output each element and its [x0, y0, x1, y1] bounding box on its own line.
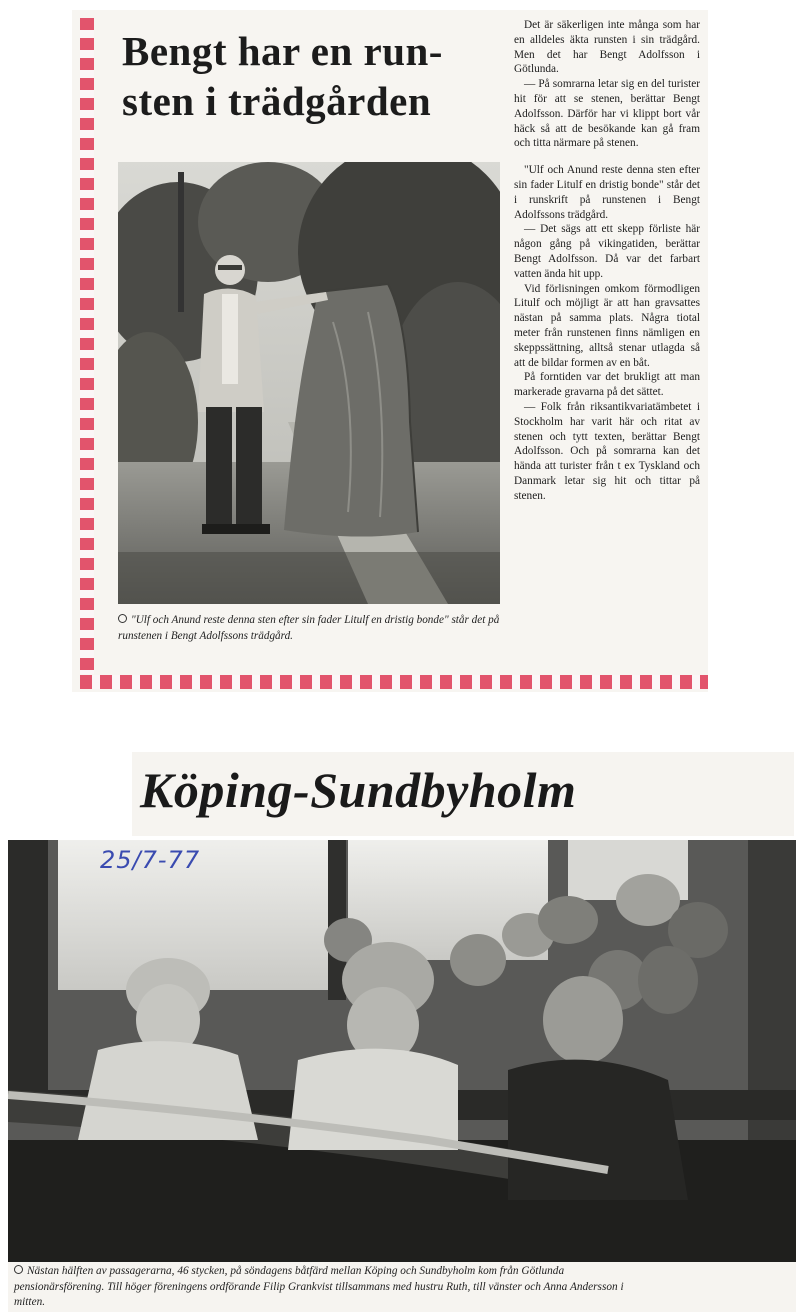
caption-bullet-icon — [118, 614, 127, 623]
headline-line-2: sten i trädgården — [122, 78, 432, 124]
boat-passengers-photo — [8, 840, 796, 1262]
headline-line-1: Bengt har en run- — [122, 28, 443, 74]
article-paragraph: — På somrarna letar sig en del turister hit för att se stenen, berättar Bengt Adolfsson. Därför har vi klippt bort vår häck så att de besökande kan gå fram och titta närmare på stenen. — [514, 78, 700, 150]
decorative-border-left — [80, 18, 94, 674]
article-body-runestone — [514, 18, 700, 504]
article-paragraph: "Ulf och Anund reste denna sten efter sin fader Litulf en dristig bonde" står det i runskrift på runstenen i Bengt Adolfssons trädgård. — [514, 164, 700, 221]
caption-text: "Ulf och Anund reste denna sten efter sin fader Litulf en dristig bonde" står det på runstenen i Bengt Adolfssons trädgård. — [118, 614, 500, 642]
article-paragraph: — Det sägs att ett skepp förliste här någon gång på vikingatiden, berättar Bengt Adolfsson. Då var det farbart vatten ända hit upp. — [514, 223, 700, 280]
handwritten-date: 25/7-77 — [100, 846, 201, 874]
boat-trip-title: Köping-Sundbyholm — [140, 762, 577, 818]
runestone-photo — [118, 162, 500, 604]
article-paragraph: På forntiden var det brukligt att man markerade gravarna på det sättet. — [514, 371, 700, 399]
article-paragraph: Det är säkerligen inte många som har en alldeles äkta runsten i sin trädgård. Men det har Bengt Adolfsson i Götlunda. — [514, 19, 700, 76]
decorative-border-bottom — [80, 675, 708, 689]
article-headline — [122, 26, 502, 126]
photo-caption-runestone — [118, 612, 504, 644]
caption-bullet-icon — [14, 1265, 23, 1274]
photo-caption-boat-trip — [14, 1264, 624, 1311]
article-paragraph: — Folk från riksantikvariatämbetet i Stockholm har varit här och ritat av stenen och tytt texten, berättar Bengt Adolfsson. Och på somrarna kan det hända att turister från t ex Tyskland och Danmark letar sig hit och tittar på stenen. — [514, 400, 700, 502]
article-paragraph: Vid förlisningen omkom förmodligen Litulf och möjligt är att han gravsattes nästan på samma plats. Några tiotal meter från runstenen finns nämligen en skeppssättning, alltså stenar utlagda så att de bildar formen av en båt. — [514, 282, 700, 369]
caption-text: Nästan hälften av passagerarna, 46 stycken, på söndagens båtfärd mellan Köping och Sundbyholm kom från Götlunda pensionärsförening. Till höger föreningens ordförande Filip Grankvist tillsammans med hustru Ruth, till vänster och Anna Andersson i mitten. — [14, 1265, 624, 1308]
